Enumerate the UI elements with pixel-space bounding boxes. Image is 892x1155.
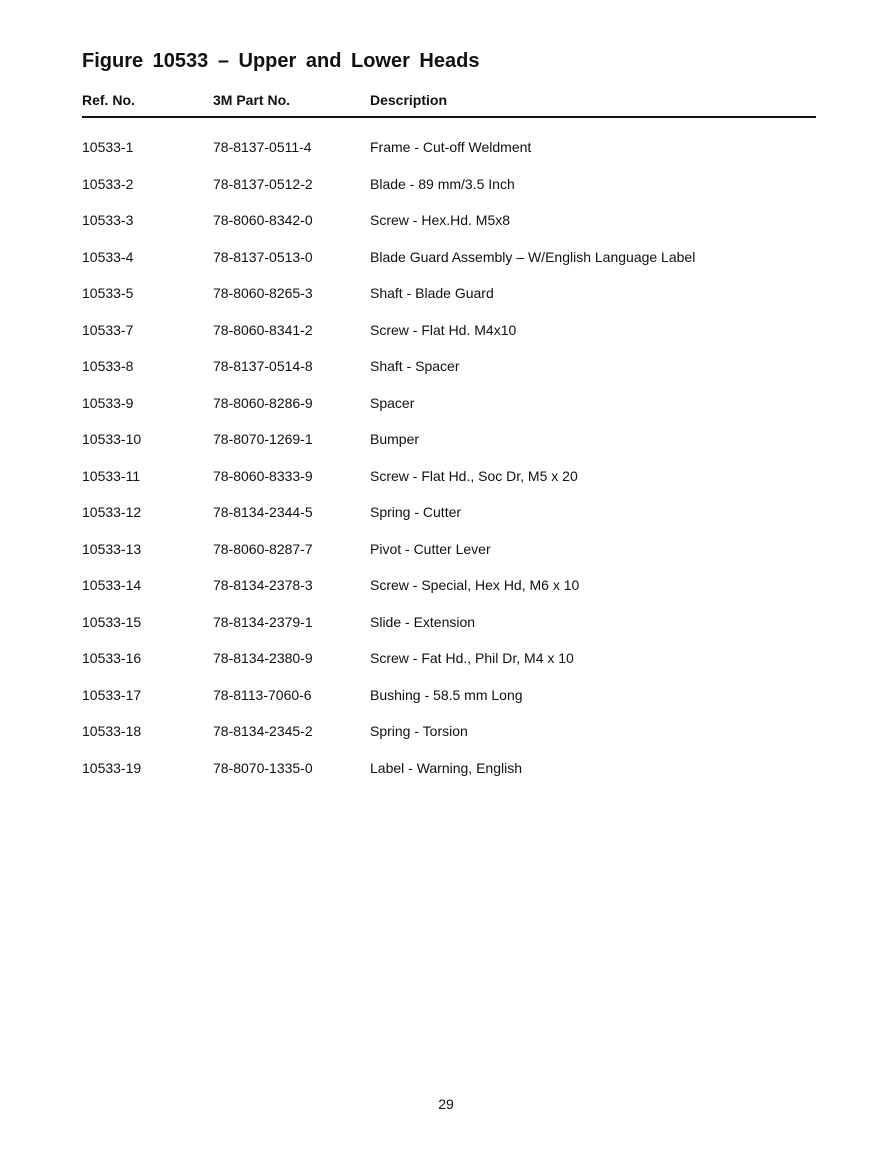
ref-no-cell: 10533-9 <box>82 394 134 411</box>
table-row <box>82 136 816 173</box>
table-row <box>82 574 816 611</box>
table-row <box>82 355 816 392</box>
table-row <box>82 647 816 684</box>
description-cell: Bushing - 58.5 mm Long <box>370 686 523 703</box>
ref-no-cell: 10533-16 <box>82 650 142 666</box>
description-cell: Blade - 89 mm/3.5 Inch <box>370 175 515 192</box>
description-cell: Bumper <box>370 431 420 447</box>
part-no-cell: 78-8113-7060-6 <box>213 686 312 703</box>
header-ref-no: Ref. No. <box>82 92 135 108</box>
table-row <box>82 538 816 575</box>
ref-no-cell: 10533-18 <box>82 723 142 739</box>
table-row <box>82 501 816 538</box>
table-row <box>82 282 816 319</box>
description-cell: Shaft - Blade Guard <box>370 285 494 301</box>
ref-no-cell: 10533-13 <box>82 540 142 557</box>
description-cell: Shaft - Spacer <box>370 358 460 374</box>
description-cell: Screw - Flat Hd., Soc Dr, M5 x 20 <box>370 467 578 484</box>
ref-no-cell: 10533-19 <box>82 759 142 776</box>
part-no-cell: 78-8137-0511-4 <box>213 139 312 155</box>
ref-no-cell: 10533-4 <box>82 248 134 265</box>
table-header <box>82 92 816 118</box>
part-no-cell: 78-8060-8341-2 <box>213 321 313 338</box>
ref-no-cell: 10533-2 <box>82 175 134 192</box>
ref-no-cell: 10533-14 <box>82 577 142 593</box>
table-row <box>82 246 816 283</box>
table-row <box>82 173 816 210</box>
ref-no-cell: 10533-17 <box>82 686 142 703</box>
description-cell: Slide - Extension <box>370 613 476 630</box>
ref-no-cell: 10533-7 <box>82 321 134 338</box>
description-cell: Spring - Cutter <box>370 504 462 520</box>
ref-no-cell: 10533-5 <box>82 285 134 301</box>
description-cell: Spacer <box>370 394 415 411</box>
part-no-cell: 78-8134-2379-1 <box>213 613 313 630</box>
page-number: 29 <box>438 1096 454 1112</box>
header-description: Description <box>370 92 448 108</box>
ref-no-cell: 10533-15 <box>82 613 142 630</box>
ref-no-cell: 10533-8 <box>82 358 134 374</box>
description-cell: Screw - Special, Hex Hd, M6 x 10 <box>370 577 580 593</box>
table-row <box>82 428 816 465</box>
part-no-cell: 78-8060-8286-9 <box>213 394 313 411</box>
table-row <box>82 684 816 721</box>
description-cell: Spring - Torsion <box>370 723 468 739</box>
part-no-cell: 78-8070-1335-0 <box>213 759 313 776</box>
part-no-cell: 78-8134-2345-2 <box>213 723 313 739</box>
table-row <box>82 611 816 648</box>
part-no-cell: 78-8137-0513-0 <box>213 248 313 265</box>
description-cell: Screw - Hex.Hd. M5x8 <box>370 212 511 228</box>
page-title: Figure 10533 – Upper and Lower Heads <box>82 50 480 72</box>
description-cell: Screw - Flat Hd. M4x10 <box>370 321 517 338</box>
part-no-cell: 78-8137-0512-2 <box>213 175 313 192</box>
ref-no-cell: 10533-3 <box>82 212 134 228</box>
table-row <box>82 392 816 429</box>
description-cell: Blade Guard Assembly – W/English Language Label <box>370 248 696 265</box>
table-row <box>82 319 816 356</box>
table-row <box>82 209 816 246</box>
ref-no-cell: 10533-10 <box>82 431 142 447</box>
description-cell: Pivot - Cutter Lever <box>370 540 491 557</box>
header-part-no: 3M Part No. <box>213 92 291 108</box>
part-no-cell: 78-8060-8265-3 <box>213 285 313 301</box>
part-no-cell: 78-8060-8333-9 <box>213 467 313 484</box>
parts-list <box>82 136 816 793</box>
description-cell: Label - Warning, English <box>370 759 523 776</box>
part-no-cell: 78-8070-1269-1 <box>213 431 313 447</box>
table-row <box>82 757 816 794</box>
part-no-cell: 78-8060-8342-0 <box>213 212 313 228</box>
ref-no-cell: 10533-12 <box>82 504 142 520</box>
description-cell: Screw - Fat Hd., Phil Dr, M4 x 10 <box>370 650 574 666</box>
part-no-cell: 78-8137-0514-8 <box>213 358 313 374</box>
description-cell: Frame - Cut-off Weldment <box>370 139 532 155</box>
table-row <box>82 720 816 757</box>
table-row <box>82 465 816 502</box>
ref-no-cell: 10533-1 <box>82 139 134 155</box>
part-no-cell: 78-8060-8287-7 <box>213 540 313 557</box>
part-no-cell: 78-8134-2378-3 <box>213 577 313 593</box>
part-no-cell: 78-8134-2380-9 <box>213 650 313 666</box>
part-no-cell: 78-8134-2344-5 <box>213 504 313 520</box>
ref-no-cell: 10533-11 <box>82 467 141 484</box>
